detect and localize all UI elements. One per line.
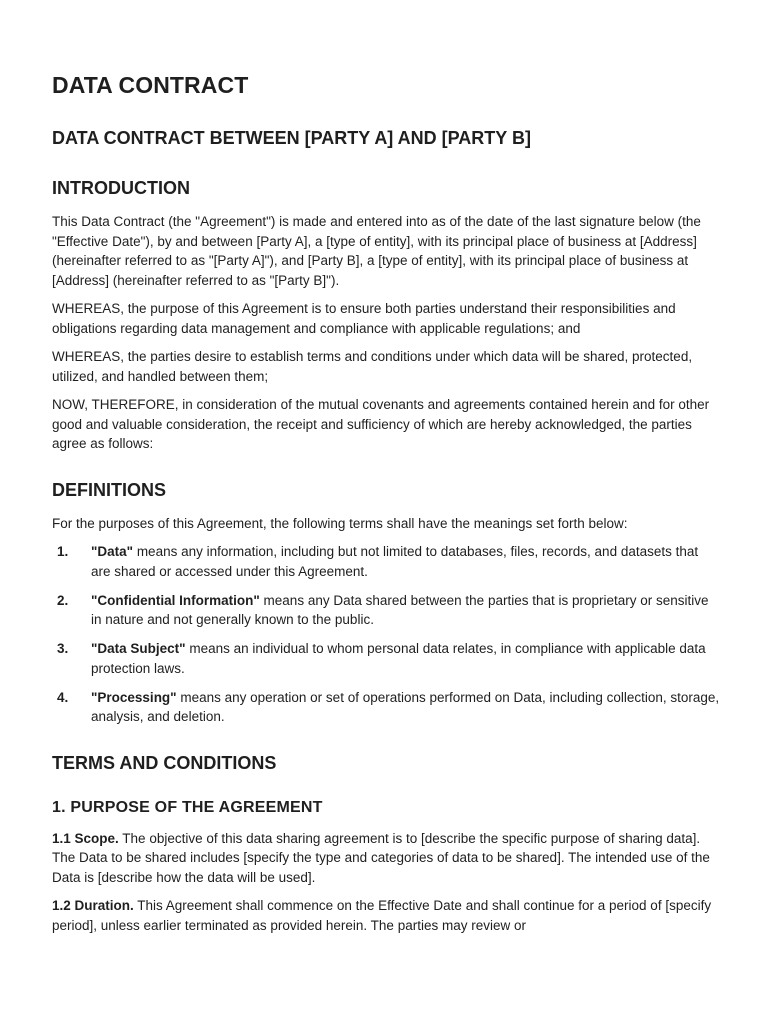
definition-term: "Confidential Information"	[91, 592, 260, 608]
definition-item	[52, 639, 720, 678]
definition-term: "Data Subject"	[91, 641, 186, 656]
introduction-section	[52, 176, 720, 454]
clause-text: This Agreement shall commence on the Effective Date and shall continue for a period of [specify period], unless earlier terminated as provided herein. The parties may review or	[52, 898, 712, 933]
definition-term: "Processing"	[91, 689, 177, 705]
clause-duration	[52, 896, 720, 935]
definition-term: "Data"	[91, 544, 134, 559]
clause-text: The objective of this data sharing agreement is to [describe the specific purpose of sharing data]. The Data to be shared includes [specify the type and categories of data to be shared]. The intended use of the Data is [describe how the data will be used].	[52, 830, 710, 885]
definition-number: 2.	[57, 592, 69, 608]
definition-item	[52, 688, 720, 727]
introduction-paragraph: This Data Contract (the "Agreement") is made and entered into as of the date of the last signature below (the "Effective Date"), by and between [Party A], a [type of entity], with its principal place of business at [Address] (hereinafter referred to as "[Party A]"), and [Party B], a [type of entity], with its principal place of business at [Address] (hereinafter referred to as "[Party B]").	[52, 214, 701, 288]
clause-scope	[52, 829, 720, 888]
whereas-paragraph-1: WHEREAS, the purpose of this Agreement is to ensure both parties understand their responsibilities and obligations regarding data management and compliance with applicable regulations; and	[52, 301, 676, 336]
definitions-heading: DEFINITIONS	[52, 479, 167, 500]
terms-section	[52, 751, 720, 936]
definition-number: 3.	[57, 641, 69, 656]
definition-number: 4.	[57, 689, 69, 705]
definitions-list	[52, 542, 720, 727]
terms-heading: TERMS AND CONDITIONS	[52, 752, 277, 773]
definitions-section	[52, 478, 720, 727]
now-therefore-paragraph: NOW, THEREFORE, in consideration of the mutual covenants and agreements contained herein and for other good and valuable consideration, the receipt and sufficiency of which are hereby acknowledged, the parties agree as follows:	[52, 397, 710, 451]
clause-label: 1.1 Scope.	[52, 830, 119, 846]
definition-item	[52, 542, 720, 581]
definition-item	[52, 591, 720, 630]
definition-text: means an individual to whom personal data relates, in compliance with applicable data protection laws.	[91, 641, 706, 676]
definition-number: 1.	[57, 544, 69, 559]
clause-label: 1.2 Duration.	[52, 898, 134, 913]
definitions-intro: For the purposes of this Agreement, the following terms shall have the meanings set forth below:	[52, 515, 628, 531]
definition-text: means any information, including but not limited to databases, files, records, and datasets that are shared or accessed under this Agreement.	[91, 544, 699, 579]
introduction-heading: INTRODUCTION	[52, 178, 190, 198]
whereas-paragraph-2: WHEREAS, the parties desire to establish terms and conditions under which data will be shared, protected, utilized, and handled between them;	[52, 349, 693, 384]
definition-text: means any operation or set of operations performed on Data, including collection, storage, analysis, and deletion.	[91, 689, 720, 724]
purpose-heading: 1. PURPOSE OF THE AGREEMENT	[52, 798, 323, 816]
document-title: DATA CONTRACT	[52, 72, 249, 98]
document-subtitle: DATA CONTRACT BETWEEN [PARTY A] AND [PARTY B]	[52, 128, 531, 148]
definition-text: means any Data shared between the parties that is proprietary or sensitive in nature and not generally known to the public.	[91, 592, 709, 627]
